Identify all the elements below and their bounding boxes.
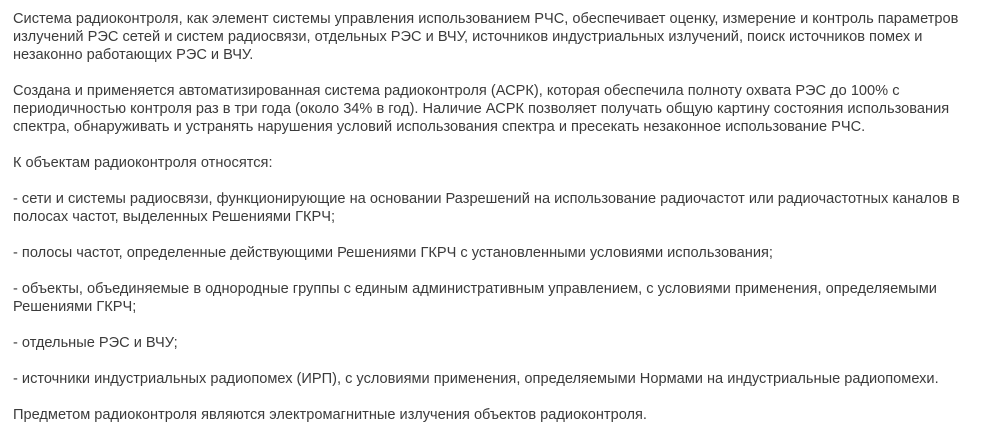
list-item-networks: - сети и системы радиосвязи, функционирующие на основании Разрешений на использование радиочастот или радиочастотных каналов в полосах частот, выделенных Решениями ГКРЧ; bbox=[13, 191, 960, 225]
paragraph-objects-heading: К объектам радиоконтроля относятся: bbox=[13, 155, 273, 171]
paragraph-subject: Предметом радиоконтроля являются электромагнитные излучения объектов радиоконтроля. bbox=[13, 407, 647, 423]
list-item-object-groups: - объекты, объединяемые в однородные группы с единым административным управлением, с условиями применения, определяемыми Решениями ГКРЧ; bbox=[13, 281, 937, 315]
article-body bbox=[13, 10, 993, 424]
list-item-industrial-interference: - источники индустриальных радиопомех (ИРП), с условиями применения, определяемыми Нормами на индустриальные радиопомехи. bbox=[13, 371, 939, 387]
paragraph-asrk: Создана и применяется автоматизированная система радиоконтроля (АСРК), которая обеспечила полноту охвата РЭС до 100% с периодичностью контроля раз в три года (около 34% в год). Наличие АСРК позволяет получать общую картину состояния использования спектра, обнаруживать и устранять нарушения условий использования спектра и пресекать незаконное использование РЧС. bbox=[13, 83, 950, 135]
paragraph-intro: Система радиоконтроля, как элемент системы управления использованием РЧС, обеспечивает оценку, измерение и контроль параметров излучений РЭС сетей и систем радиосвязи, отдельных РЭС и ВЧУ, источников индустриальных излучений, поиск источников помех и незаконно работающих РЭС и ВЧУ. bbox=[13, 11, 959, 63]
list-item-individual-res: - отдельные РЭС и ВЧУ; bbox=[13, 335, 178, 351]
list-item-frequency-bands: - полосы частот, определенные действующими Решениями ГКРЧ с установленными условиями использования; bbox=[13, 245, 773, 261]
